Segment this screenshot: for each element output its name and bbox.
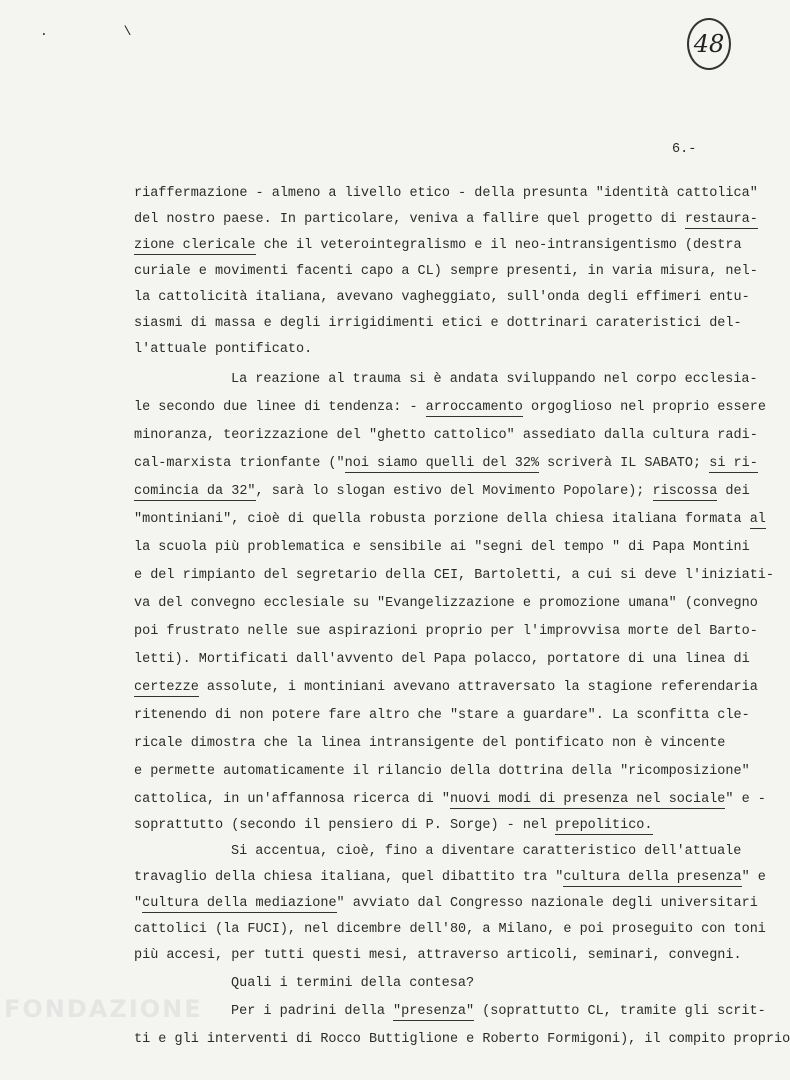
text-line: la scuola più problematica e sensibile ai "segni del tempo " di Papa Montini — [134, 540, 750, 555]
text-line: La reazione al trauma si è andata sviluppando nel corpo ecclesia- — [231, 372, 758, 387]
underlined-text: al — [749, 512, 766, 527]
text-line: certezze assolute, i montiniani avevano attraversato la stagione referendaria — [134, 680, 758, 695]
text-line: minoranza, teorizzazione del "ghetto cattolico" assediato dalla cultura radi- — [134, 428, 758, 443]
text-line: riaffermazione - almeno a livello etico - della presunta "identità cattolica" — [134, 186, 758, 201]
underlined-text: si ri- — [709, 456, 758, 471]
text-line: l'attuale pontificato. — [134, 342, 313, 357]
underlined-text: certezze — [134, 680, 199, 695]
text-line: le secondo due linee di tendenza: - arroccamento orgoglioso nel proprio essere — [134, 400, 766, 415]
text-line: poi frustrato nelle sue aspirazioni proprio per l'improvvisa morte del Barto- — [134, 624, 758, 639]
text-line: ti e gli interventi di Rocco Buttiglione e Roberto Formigoni), il compito proprio — [134, 1032, 790, 1047]
text-line: cattolica, in un'affannosa ricerca di "nuovi modi di presenza nel sociale" e - — [134, 792, 766, 807]
text-line: travaglio della chiesa italiana, quel dibattito tra "cultura della presenza" e — [134, 870, 766, 885]
archive-stamp-number — [687, 18, 731, 70]
text-line: Quali i termini della contesa? — [231, 976, 475, 991]
text-line: zione clericale che il veterointegralismo e il neo-intransigentismo (destra — [134, 238, 742, 253]
text-line: ricale dimostra che la linea intransigente del pontificato non è vincente — [134, 736, 726, 751]
text-line: cal-marxista trionfante ("noi siamo quelli del 32% scriverà IL SABATO; si ri- — [134, 456, 758, 471]
underlined-text: arroccamento — [425, 400, 523, 415]
underlined-text: riscossa — [652, 484, 718, 499]
text-line: cattolici (la FUCI), nel dicembre dell'80, a Milano, e poi proseguito con toni — [134, 922, 766, 937]
underlined-text: restaura- — [684, 212, 758, 227]
text-line: "montiniani", cioè di quella robusta porzione della chiesa italiana formata al — [134, 512, 766, 527]
underlined-text: comincia da 32" — [134, 484, 256, 499]
text-line: "cultura della mediazione" avviato dal Congresso nazionale degli universitari — [134, 896, 758, 911]
underlined-text: nuovi modi di presenza nel sociale — [449, 792, 726, 807]
text-line: va del convegno ecclesiale su "Evangelizzazione e promozione umana" (convegno — [134, 596, 758, 611]
text-line: ritenendo di non potere fare altro che "stare a guardare". La sconfitta cle- — [134, 708, 750, 723]
text-line: più accesi, per tutti questi mesi, attraverso articoli, seminari, convegni. — [134, 948, 742, 963]
text-line: Si accentua, cioè, fino a diventare caratteristico dell'attuale — [231, 844, 742, 859]
underlined-text: cultura della presenza — [563, 870, 742, 885]
text-line: siasmi di massa e degli irrigidimenti etici e dottrinari carateristici del- — [134, 316, 742, 331]
underlined-text: prepolitico. — [555, 818, 653, 833]
underlined-text: cultura della mediazione — [142, 896, 337, 911]
corner-marks: . \ — [40, 24, 166, 39]
text-line: comincia da 32", sarà lo slogan estivo del Movimento Popolare); riscossa dei — [134, 484, 750, 499]
text-line: letti). Mortificati dall'avvento del Papa polacco, portatore di una linea di — [134, 652, 750, 667]
underlined-text: zione clericale — [134, 238, 256, 253]
underlined-text: noi siamo quelli del 32% — [344, 456, 540, 471]
archive-watermark: FONDAZIONE — [4, 995, 203, 1023]
text-line: e del rimpianto del segretario della CEI, Bartoletti, a cui si deve l'iniziati- — [134, 568, 775, 583]
underlined-text: "presenza" — [393, 1004, 475, 1019]
page-number: 6.- — [672, 142, 697, 157]
stamp-number: 48 — [693, 30, 725, 58]
text-line: la cattolicità italiana, avevano vagheggiato, sull'onda degli effimeri entu- — [134, 290, 750, 305]
text-line: del nostro paese. In particolare, veniva a fallire quel progetto di restaura- — [134, 212, 758, 227]
text-line: e permette automaticamente il rilancio della dottrina della "ricomposizione" — [134, 764, 750, 779]
text-line: curiale e movimenti facenti capo a CL) sempre presenti, in varia misura, nel- — [134, 264, 758, 279]
text-line: Per i padrini della "presenza" (soprattutto CL, tramite gli scrit- — [231, 1004, 766, 1019]
text-line: soprattutto (secondo il pensiero di P. Sorge) - nel prepolitico. — [134, 818, 653, 833]
